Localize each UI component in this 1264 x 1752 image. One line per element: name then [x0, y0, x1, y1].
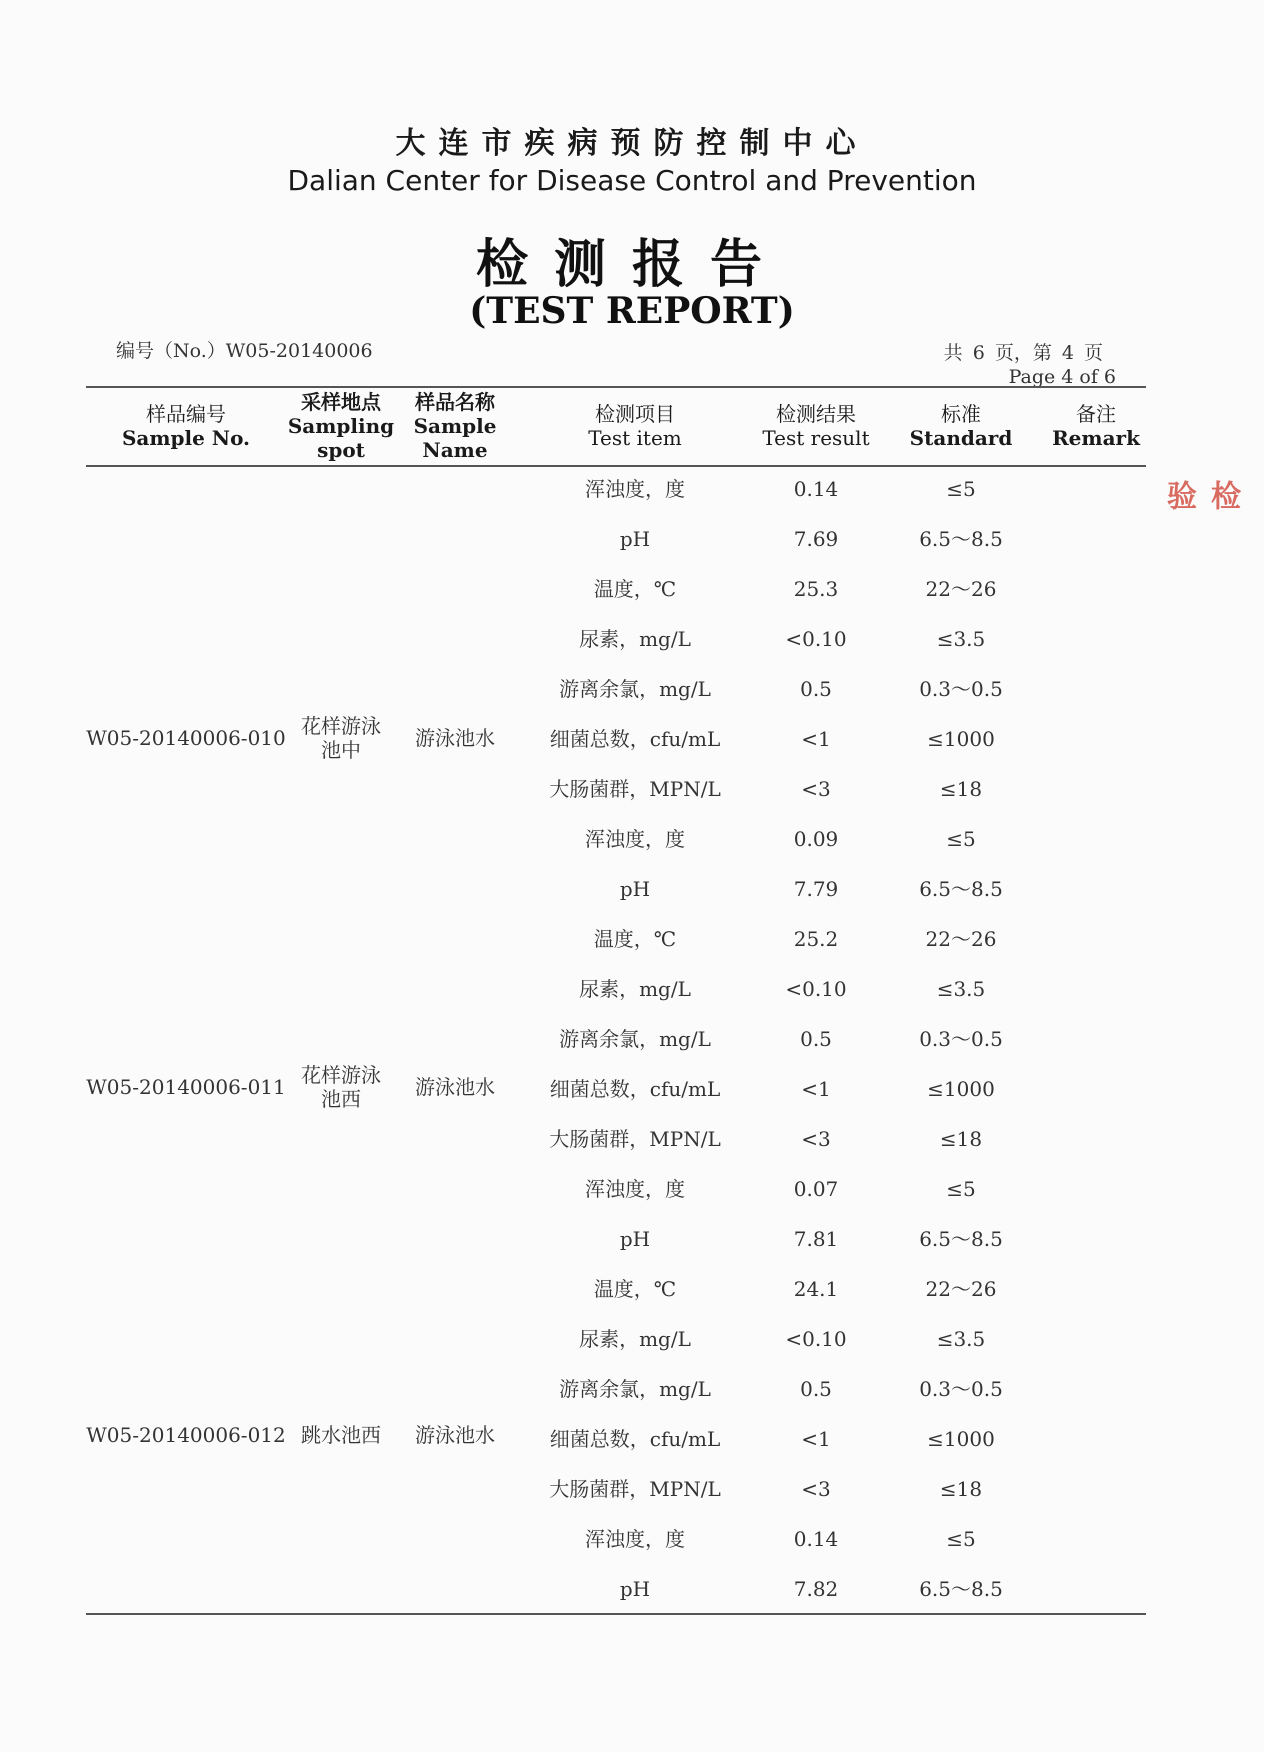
test-result-cell: <3: [801, 1477, 831, 1501]
red-seal-stamp: 检 验: [1161, 480, 1240, 580]
remark-cell: [1046, 1074, 1146, 1104]
test-result-cell: 25.3: [793, 577, 839, 601]
test-result-cell: <0.10: [785, 1327, 847, 1351]
test-result-cell: <3: [801, 1127, 831, 1151]
remark-cell: [1046, 824, 1146, 854]
sample-name-cell: 游泳池水: [415, 1423, 495, 1447]
standard-cell: ≤3.5: [936, 1327, 986, 1351]
remark-cell: [1046, 1574, 1146, 1604]
sampling-spot-cell: 跳水池西: [301, 1423, 381, 1447]
table-top-rule: [86, 386, 1146, 388]
test-result-cell: 7.82: [793, 1577, 839, 1601]
test-result-cell: <0.10: [785, 627, 847, 651]
test-item-cell: 细菌总数，cfu/mL: [549, 727, 721, 751]
test-result-cell: <1: [801, 1077, 831, 1101]
remark-cell: [1046, 1374, 1146, 1404]
standard-cell: ≤5: [946, 477, 976, 501]
test-result-cell: <1: [801, 1427, 831, 1451]
remark-cell: [1046, 624, 1146, 654]
test-item-cell: 游离余氯，mg/L: [559, 1377, 711, 1401]
test-item-cell: 尿素，mg/L: [579, 977, 691, 1001]
remark-cell: [1046, 924, 1146, 954]
test-item-cell: pH: [619, 1227, 651, 1251]
test-result-cell: 0.5: [800, 1377, 832, 1401]
remark-cell: [1046, 524, 1146, 554]
document-number: 编号（No.）W05-20140006: [116, 340, 373, 362]
remark-cell: [1046, 974, 1146, 1004]
test-result-cell: 0.14: [793, 1527, 839, 1551]
org-name-en: Dalian Center for Disease Control and Prevention: [287, 164, 977, 197]
standard-cell: ≤5: [946, 1177, 976, 1201]
standard-cell: ≤5: [946, 1527, 976, 1551]
test-item-cell: 浑浊度，度: [585, 1177, 685, 1201]
standard-cell: ≤18: [939, 1127, 983, 1151]
sampling-spot-line1: 花样游泳: [301, 714, 381, 738]
column-header-sampling-spot: 采样地点 Sampling spot: [287, 390, 395, 462]
remark-cell: [1046, 1024, 1146, 1054]
test-item-cell: 大肠菌群，MPN/L: [549, 777, 721, 801]
org-name-cn: 大连市疾病预防控制中心: [395, 126, 869, 161]
standard-cell: 6.5～8.5: [919, 1577, 1003, 1601]
remark-cell: [1046, 1224, 1146, 1254]
remark-cell: [1046, 1524, 1146, 1554]
column-header-test-item: 检测项目 Test item: [588, 402, 682, 450]
test-result-cell: 0.14: [793, 477, 839, 501]
standard-cell: 0.3～0.5: [919, 1377, 1003, 1401]
test-item-cell: 温度，℃: [593, 927, 677, 951]
remark-cell: [1046, 1424, 1146, 1454]
page-indicator-en: Page 4 of 6: [1008, 366, 1116, 388]
remark-cell: [1046, 674, 1146, 704]
standard-cell: 0.3～0.5: [919, 1027, 1003, 1051]
standard-cell: ≤1000: [927, 1077, 995, 1101]
remark-cell: [1046, 1124, 1146, 1154]
column-header-sample-name: 样品名称 Sample Name: [413, 390, 497, 462]
standard-cell: ≤5: [946, 827, 976, 851]
test-item-cell: pH: [619, 877, 651, 901]
standard-cell: 22～26: [925, 577, 997, 601]
sample-number-cell: W05-20140006-012: [86, 1423, 286, 1447]
test-item-cell: pH: [619, 1577, 651, 1601]
test-item-cell: 温度，℃: [593, 577, 677, 601]
test-item-cell: 游离余氯，mg/L: [559, 677, 711, 701]
standard-cell: 6.5～8.5: [919, 877, 1003, 901]
test-result-cell: 24.1: [793, 1277, 839, 1301]
standard-cell: 22～26: [925, 927, 997, 951]
test-result-cell: 0.5: [800, 677, 832, 701]
remark-cell: [1046, 774, 1146, 804]
test-result-cell: 7.79: [793, 877, 839, 901]
test-result-cell: <1: [801, 727, 831, 751]
standard-cell: ≤1000: [927, 727, 995, 751]
test-item-cell: pH: [619, 527, 651, 551]
remark-cell: [1046, 874, 1146, 904]
sample-name-cell: 游泳池水: [415, 726, 495, 750]
column-header-test-result: 检测结果 Test result: [762, 402, 870, 450]
column-header-remark: 备注 Remark: [1052, 402, 1140, 450]
sample-number-cell: W05-20140006-010: [86, 726, 286, 750]
sampling-spot-line2: 池西: [321, 1087, 361, 1111]
sample-number-cell: W05-20140006-011: [86, 1075, 286, 1099]
remark-cell: [1046, 1324, 1146, 1354]
sampling-spot-line1: 花样游泳: [301, 1063, 381, 1087]
test-result-cell: 7.69: [793, 527, 839, 551]
test-item-cell: 大肠菌群，MPN/L: [549, 1127, 721, 1151]
report-title-cn: 检测报告: [475, 234, 788, 295]
column-header-sample-no: 样品编号 Sample No.: [121, 402, 251, 450]
standard-cell: 6.5～8.5: [919, 527, 1003, 551]
test-result-cell: 0.09: [793, 827, 839, 851]
test-item-cell: 细菌总数，cfu/mL: [549, 1077, 721, 1101]
standard-cell: ≤3.5: [936, 977, 986, 1001]
report-title-en: (TEST REPORT): [469, 290, 795, 332]
standard-cell: ≤1000: [927, 1427, 995, 1451]
test-result-cell: 7.81: [793, 1227, 839, 1251]
test-result-cell: 25.2: [793, 927, 839, 951]
test-item-cell: 游离余氯，mg/L: [559, 1027, 711, 1051]
sampling-spot-line2: 池中: [321, 738, 361, 762]
standard-cell: 0.3～0.5: [919, 677, 1003, 701]
page-indicator-cn: 共 6 页，第 4 页: [943, 342, 1103, 364]
test-result-cell: 0.5: [800, 1027, 832, 1051]
test-result-cell: <0.10: [785, 977, 847, 1001]
test-item-cell: 尿素，mg/L: [579, 627, 691, 651]
remark-cell: [1046, 574, 1146, 604]
test-item-cell: 浑浊度，度: [585, 477, 685, 501]
test-item-cell: 细菌总数，cfu/mL: [549, 1427, 721, 1451]
test-item-cell: 浑浊度，度: [585, 827, 685, 851]
test-result-cell: 0.07: [793, 1177, 839, 1201]
remark-cell: [1046, 474, 1146, 504]
standard-cell: 6.5～8.5: [919, 1227, 1003, 1251]
remark-cell: [1046, 724, 1146, 754]
remark-cell: [1046, 1274, 1146, 1304]
remark-cell: [1046, 1474, 1146, 1504]
standard-cell: 22～26: [925, 1277, 997, 1301]
standard-cell: ≤18: [939, 1477, 983, 1501]
standard-cell: ≤3.5: [936, 627, 986, 651]
test-item-cell: 温度，℃: [593, 1277, 677, 1301]
table-bottom-rule: [86, 1613, 1146, 1615]
test-result-cell: <3: [801, 777, 831, 801]
test-item-cell: 大肠菌群，MPN/L: [549, 1477, 721, 1501]
test-item-cell: 浑浊度，度: [585, 1527, 685, 1551]
column-header-standard: 标准 Standard: [909, 402, 1013, 450]
table-header-rule: [86, 465, 1146, 467]
test-item-cell: 尿素，mg/L: [579, 1327, 691, 1351]
sample-name-cell: 游泳池水: [415, 1075, 495, 1099]
remark-cell: [1046, 1174, 1146, 1204]
standard-cell: ≤18: [939, 777, 983, 801]
